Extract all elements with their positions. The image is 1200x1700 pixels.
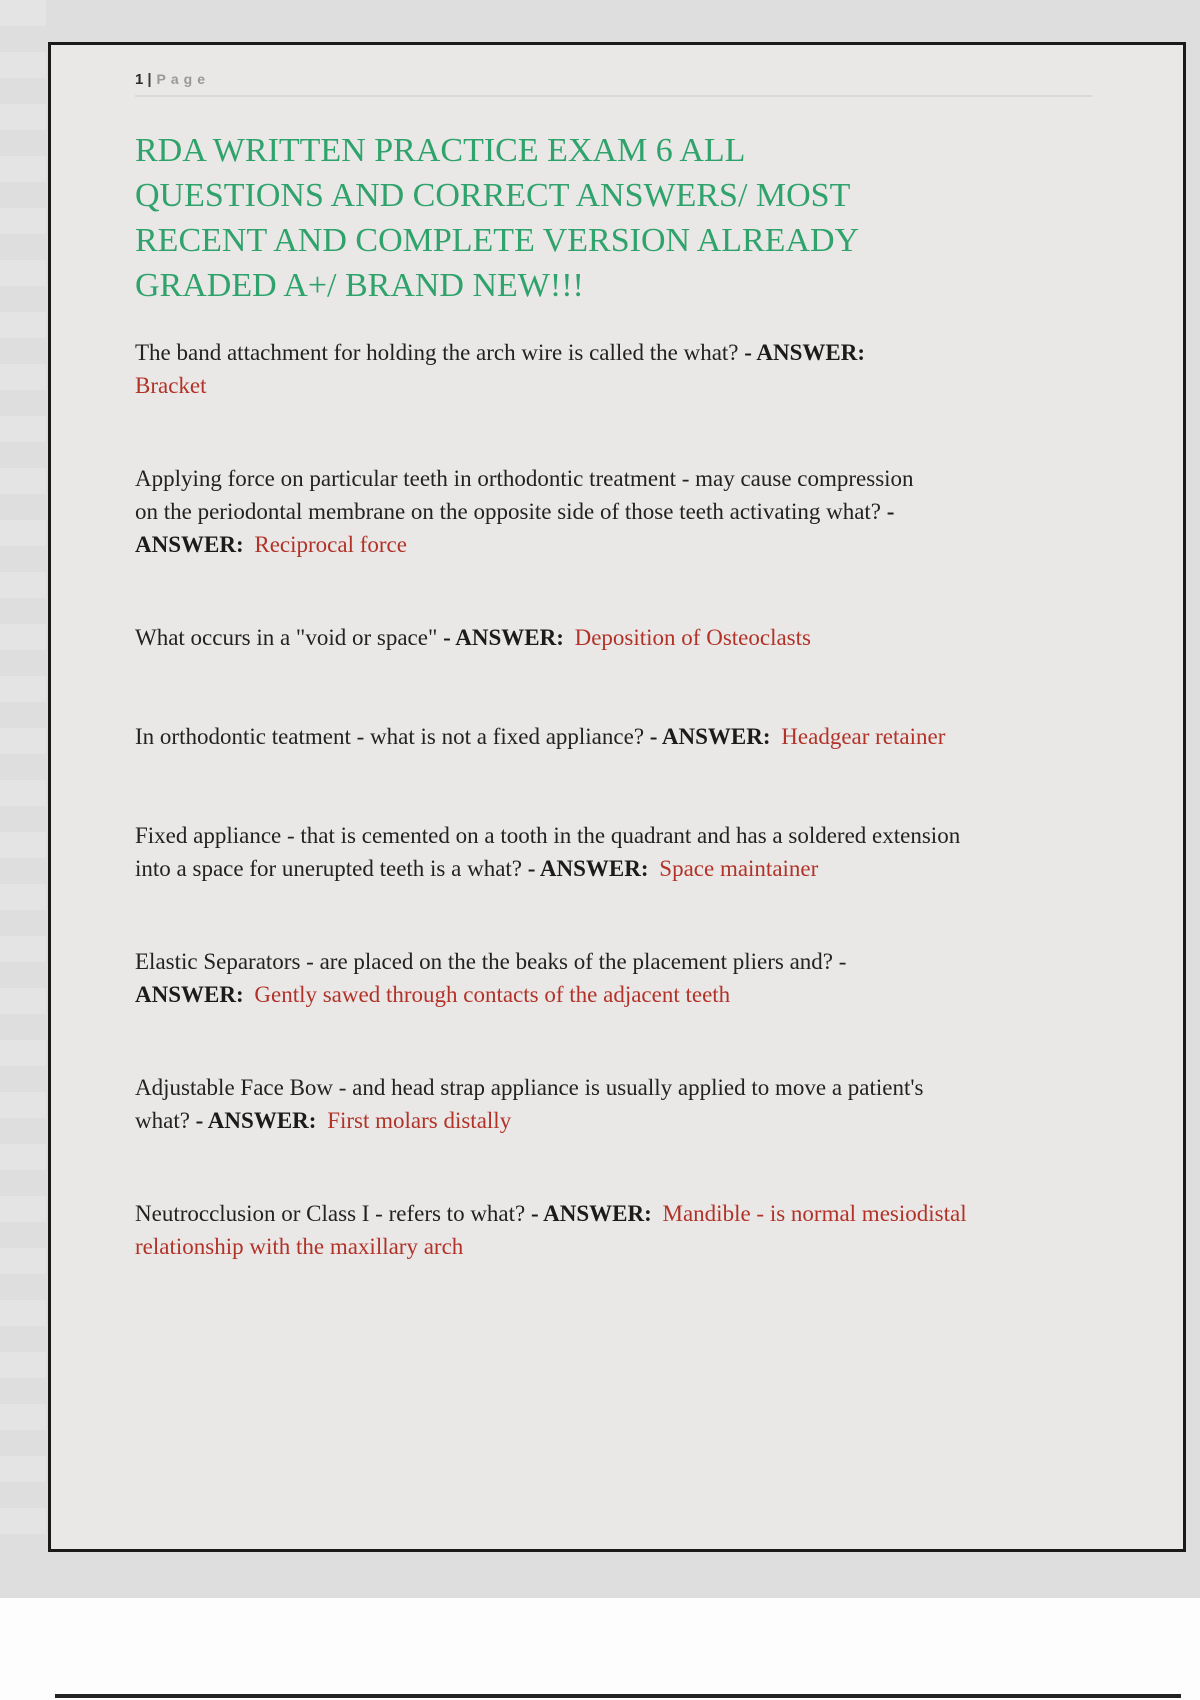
answer-text: Mandible - is normal mesiodistal relationship with the maxillary arch [135,1201,967,1259]
qa-item [135,621,975,654]
qa-item [135,1071,970,1137]
page-number-header [135,71,1183,88]
question-text: Fixed appliance - that is cemented on a tooth in the quadrant and has a soldered extension into a space for unerupted teeth is a what? [135,823,961,881]
answer-text: Reciprocal force [254,532,407,557]
qa-item [135,462,915,561]
qa-item [135,336,945,402]
answer-label: - ANSWER: [195,1108,317,1133]
qa-item [135,945,945,1011]
question-text: Adjustable Face Bow - and head strap appliance is usually applied to move a patient's what? [135,1075,924,1133]
answer-text: Bracket [135,373,207,398]
question-text: In orthodontic teatment - what is not a fixed appliance? [135,724,645,749]
document-page [48,42,1186,1552]
scan-texture [0,0,46,1560]
qa-list [135,336,1183,1263]
page-label: Page [156,71,211,87]
page-number-separator: | [147,71,152,88]
answer-label: ANSWER: [135,982,244,1007]
answer-text: Deposition of Osteoclasts [574,625,811,650]
answer-label: - ANSWER: [443,625,564,650]
answer-text: First molars distally [327,1108,512,1133]
answer-label: - ANSWER: [744,340,866,365]
question-text: What occurs in a "void or space" [135,625,438,650]
qa-item [135,1197,970,1263]
question-text: Applying force on particular teeth in orthodontic treatment - may cause compression on the periodontal membrane on the opposite side of those teeth activating what? [135,466,914,524]
answer-label: - ANSWER: [135,499,895,557]
question-text: Elastic Separators - are placed on the the beaks of the placement pliers and? - [135,949,847,974]
answer-text: Gently sawed through contacts of the adjacent teeth [254,982,731,1007]
page-number: 1 [135,71,144,88]
question-text: The band attachment for holding the arch wire is called the what? [135,340,739,365]
qa-item [135,819,970,885]
answer-label: - ANSWER: [527,856,649,881]
header-rule [135,95,1092,97]
question-text: Neutrocclusion or Class I - refers to what? [135,1201,526,1226]
page-content [51,45,1183,1263]
page-gap [0,1598,1200,1700]
answer-text: Space maintainer [659,856,819,881]
document-title: RDA WRITTEN PRACTICE EXAM 6 ALL QUESTIONS AND CORRECT ANSWERS/ MOST RECENT AND COMPLETE VERSION ALREADY GRADED A+/ BRAND NEW!!! [135,132,858,304]
answer-label: - ANSWER: [531,1201,652,1226]
answer-text: Headgear retainer [781,724,946,749]
answer-label: - ANSWER: [649,724,771,749]
next-page-top-border [55,1694,1181,1698]
qa-item [135,714,970,759]
